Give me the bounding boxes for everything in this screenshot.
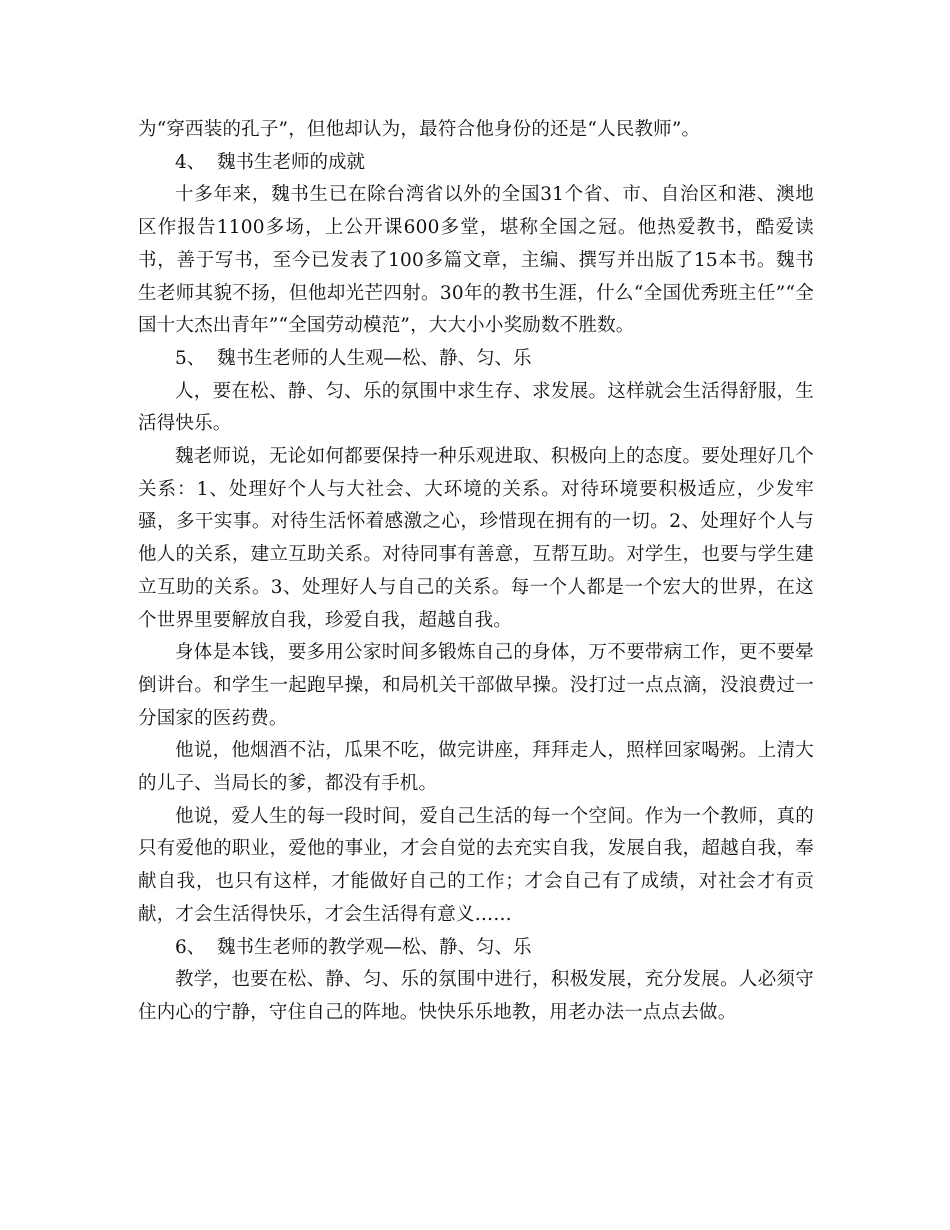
paragraph-achievements: 十多年来，魏书生已在除台湾省以外的全国31个省、市、自治区和港、澳地区作报告1100多场，上公开课600多堂，堪称全国之冠。他热爱教书，酷爱读书，善于写书，至今已发表了100多篇文章，主编、撰写并出版了15本书。魏书生老师其貌不扬，但他却光芒四射。30年的教书生涯，什么“全国优秀班主任”“全国十大杰出青年”“全国劳动模范”，大大小小奖励数不胜数。 [138, 184, 814, 337]
paragraph-relationships: 魏老师说，无论如何都要保持一种乐观进取、积极向上的态度。要处理好几个关系：1、处理好个人与大社会、大环境的关系。对待环境要积极适应，少发牢骚，多干实事。对待生活怀着感激之心，珍惜现在拥有的一切。2、处理好个人与他人的关系，建立互助关系。对待同事有善意，互帮互助。对学生，也要与学生建立互助的关系。3、处理好人与自己的关系。每一个人都是一个宏大的世界，在这个世界里要解放自我，珍爱自我，超越自我。 [138, 446, 814, 631]
document-body [138, 114, 814, 1030]
paragraph-life-view-intro: 人，要在松、静、匀、乐的氛围中求生存、求发展。这样就会生活得舒服，生活得快乐。 [138, 380, 814, 435]
paragraph-continuation: 为“穿西装的孔子”，但他却认为，最符合他身份的还是“人民教师”。 [138, 119, 701, 140]
paragraph-health: 身体是本钱，要多用公家时间多锻炼自己的身体，万不要带病工作，更不要晕倒讲台。和学生一起跑早操，和局机关干部做早操。没打过一点点滴，没浪费过一分国家的医药费。 [138, 642, 814, 729]
section-heading-achievements: 4、 魏书生老师的成就 [175, 151, 366, 173]
paragraph-love-of-life: 他说，爱人生的每一段时间，爱自己生活的每一个空间。作为一个教师，真的只有爱他的职业，爱他的事业，才会自觉的去充实自我，发展自我，超越自我，奉献自我，也只有这样，才能做好自己的工作；才会自己有了成绩，对社会才有贡献，才会生活得快乐，才会生活得有意义…… [138, 805, 814, 925]
section-heading-life-view: 5、 魏书生老师的人生观—松、静、匀、乐 [175, 347, 532, 369]
paragraph-teaching-view: 教学，也要在松、静、匀、乐的氛围中进行，积极发展，充分发展。人必须守住内心的宁静，守住自己的阵地。快快乐乐地教，用老办法一点点去做。 [138, 969, 814, 1023]
section-heading-teaching-view: 6、 魏书生老师的教学观—松、静、匀、乐 [175, 936, 532, 958]
paragraph-habits: 他说，他烟酒不沾，瓜果不吃，做完讲座，拜拜走人，照样回家喝粥。上清大的儿子、当局长的爹，都没有手机。 [138, 740, 814, 795]
